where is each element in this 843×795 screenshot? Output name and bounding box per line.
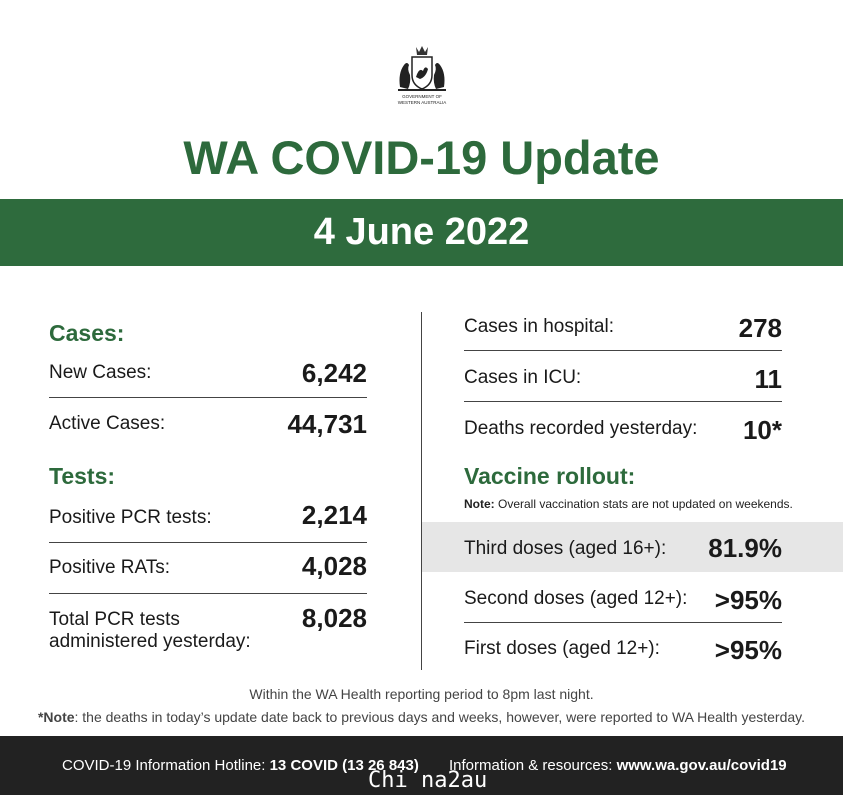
- total-pcr-label-line1: Total PCR tests: [49, 609, 180, 630]
- second-dose-label: Second doses (aged 12+):: [464, 588, 688, 609]
- reporting-period-note: Within the WA Health reporting period to 8pm last night.: [249, 686, 594, 702]
- crest-line-1: GOVERNMENT OF: [402, 94, 442, 99]
- watermark-text: Chi na2au: [368, 768, 488, 793]
- deaths-footnote-bold: *Note: [37, 709, 75, 725]
- active-cases-label: Active Cases:: [49, 413, 166, 434]
- resources-label: Information & resources:: [449, 757, 617, 774]
- total-pcr-label-line2: administered yesterday:: [49, 631, 251, 652]
- cases-heading: Cases:: [49, 320, 125, 346]
- resources-info: [449, 757, 787, 774]
- third-dose-value: 81.9%: [708, 533, 782, 563]
- positive-rats-value: 4,028: [301, 551, 367, 581]
- vaccine-note-text: Overall vaccination stats are not updated on weekends.: [494, 497, 793, 511]
- resources-link[interactable]: www.wa.gov.au/covid19: [616, 757, 787, 774]
- icu-label: Cases in ICU:: [464, 367, 582, 388]
- deaths-label: Deaths recorded yesterday:: [464, 418, 698, 439]
- crest-line-2: WESTERN AUSTRALIA: [397, 100, 447, 105]
- hospital-value: 278: [738, 313, 782, 343]
- positive-pcr-value: 2,214: [301, 500, 367, 530]
- deaths-footnote-text: : the deaths in today’s update date back to previous days and weeks, however, were reported to WA Health yesterday.: [74, 709, 806, 725]
- active-cases-value: 44,731: [287, 409, 367, 439]
- hospital-label: Cases in hospital:: [464, 316, 614, 337]
- vaccine-note-bold: Note:: [464, 497, 495, 511]
- divider: [49, 397, 367, 398]
- positive-pcr-label: Positive PCR tests:: [49, 507, 212, 528]
- icu-value: 11: [754, 364, 782, 394]
- positive-rats-label: Positive RATs:: [49, 557, 171, 578]
- government-crest-logo: [392, 45, 452, 107]
- divider: [49, 593, 367, 594]
- divider: [464, 622, 782, 623]
- vaccine-heading: Vaccine rollout:: [464, 463, 636, 489]
- new-cases-value: 6,242: [301, 358, 367, 388]
- first-dose-label: First doses (aged 12+):: [464, 638, 660, 659]
- tests-heading: Tests:: [49, 463, 116, 489]
- hotline-label: COVID-19 Information Hotline:: [62, 757, 270, 774]
- new-cases-label: New Cases:: [49, 362, 152, 383]
- deaths-value: 10*: [742, 415, 782, 445]
- page-title: WA COVID-19 Update: [183, 131, 660, 184]
- date-banner: 4 June 2022: [0, 199, 843, 266]
- divider: [464, 401, 782, 402]
- divider: [49, 542, 367, 543]
- third-dose-label: Third doses (aged 16+):: [464, 538, 667, 559]
- hotline-info: [62, 757, 419, 774]
- second-dose-value: >95%: [714, 585, 782, 615]
- deaths-footnote: [0, 709, 843, 725]
- first-dose-value: >95%: [714, 635, 782, 665]
- column-divider: [421, 312, 422, 670]
- total-pcr-value: 8,028: [301, 603, 367, 633]
- vaccine-note: [464, 497, 793, 511]
- hotline-number[interactable]: 13 COVID (13 26 843): [269, 757, 419, 774]
- divider: [464, 350, 782, 351]
